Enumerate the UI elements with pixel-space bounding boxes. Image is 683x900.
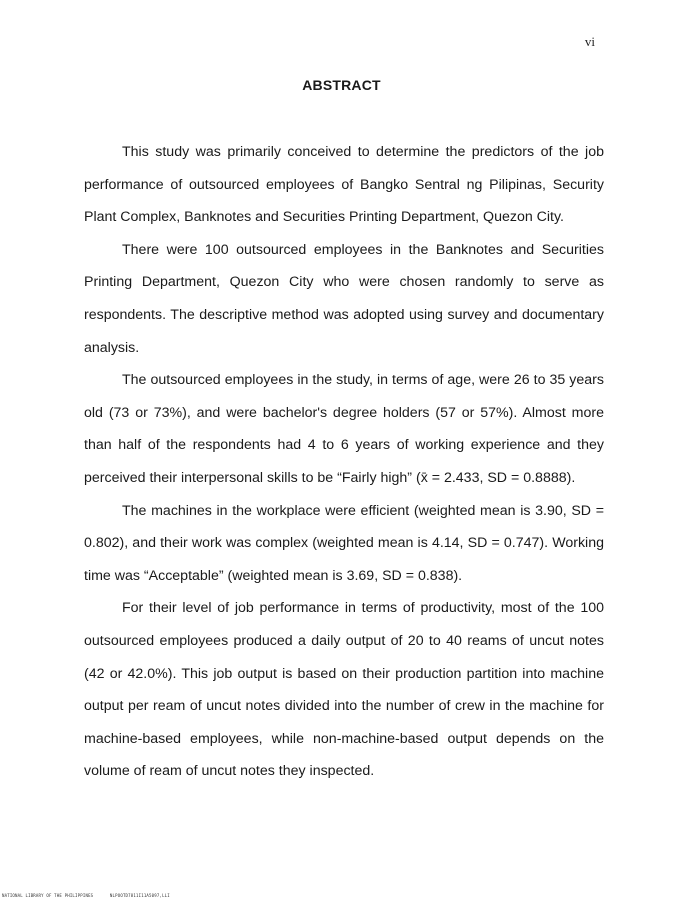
page-number: vi (584, 34, 595, 49)
abstract-body (84, 136, 604, 788)
abstract-paragraph: This study was primarily conceived to determine the predictors of the job performance of outsourced employees of Bangko Sentral ng Pilipinas, Security Plant Complex, Banknotes and Securities Printing Department, Quezon City. (84, 144, 604, 226)
abstract-paragraph: The outsourced employees in the study, in terms of age, were 26 to 35 years old (73 or 73%), and were bachelor's degree holders (57 or 57%). Almost more than half of the respondents had 4 to 6 years of working experience and they perceived their interpersonal skills to be “Fairly high” (x̄ = 2.433, SD = 0.8888). (84, 372, 604, 486)
page-title: ABSTRACT (302, 77, 381, 93)
footer-code: NLPOOTD7811I11A5097,LLI (109, 893, 170, 898)
abstract-paragraph: The machines in the workplace were efficient (weighted mean is 3.90, SD = 0.802), and their work was complex (weighted mean is 4.14, SD = 0.747). Working time was “Acceptable” (weighted mean is 3.69, SD = 0.838). (84, 502, 604, 584)
abstract-paragraph: For their level of job performance in terms of productivity, most of the 100 outsourced employees produced a daily output of 20 to 40 reams of uncut notes (42 or 42.0%). This job output is based on their production partition into machine output per ream of uncut notes divided into the number of crew in the machine for machine-based employees, while non-machine-based output depends on the volume of ream of uncut notes they inspected. (84, 600, 604, 780)
abstract-paragraph: There were 100 outsourced employees in the Banknotes and Securities Printing Department, Quezon City who were chosen randomly to serve as respondents. The descriptive method was adopted using survey and documentary analysis. (84, 241, 604, 356)
footer-library: NATIONAL LIBRARY OF THE PHILIPPINES (2, 893, 94, 898)
scan-footer (2, 893, 170, 898)
